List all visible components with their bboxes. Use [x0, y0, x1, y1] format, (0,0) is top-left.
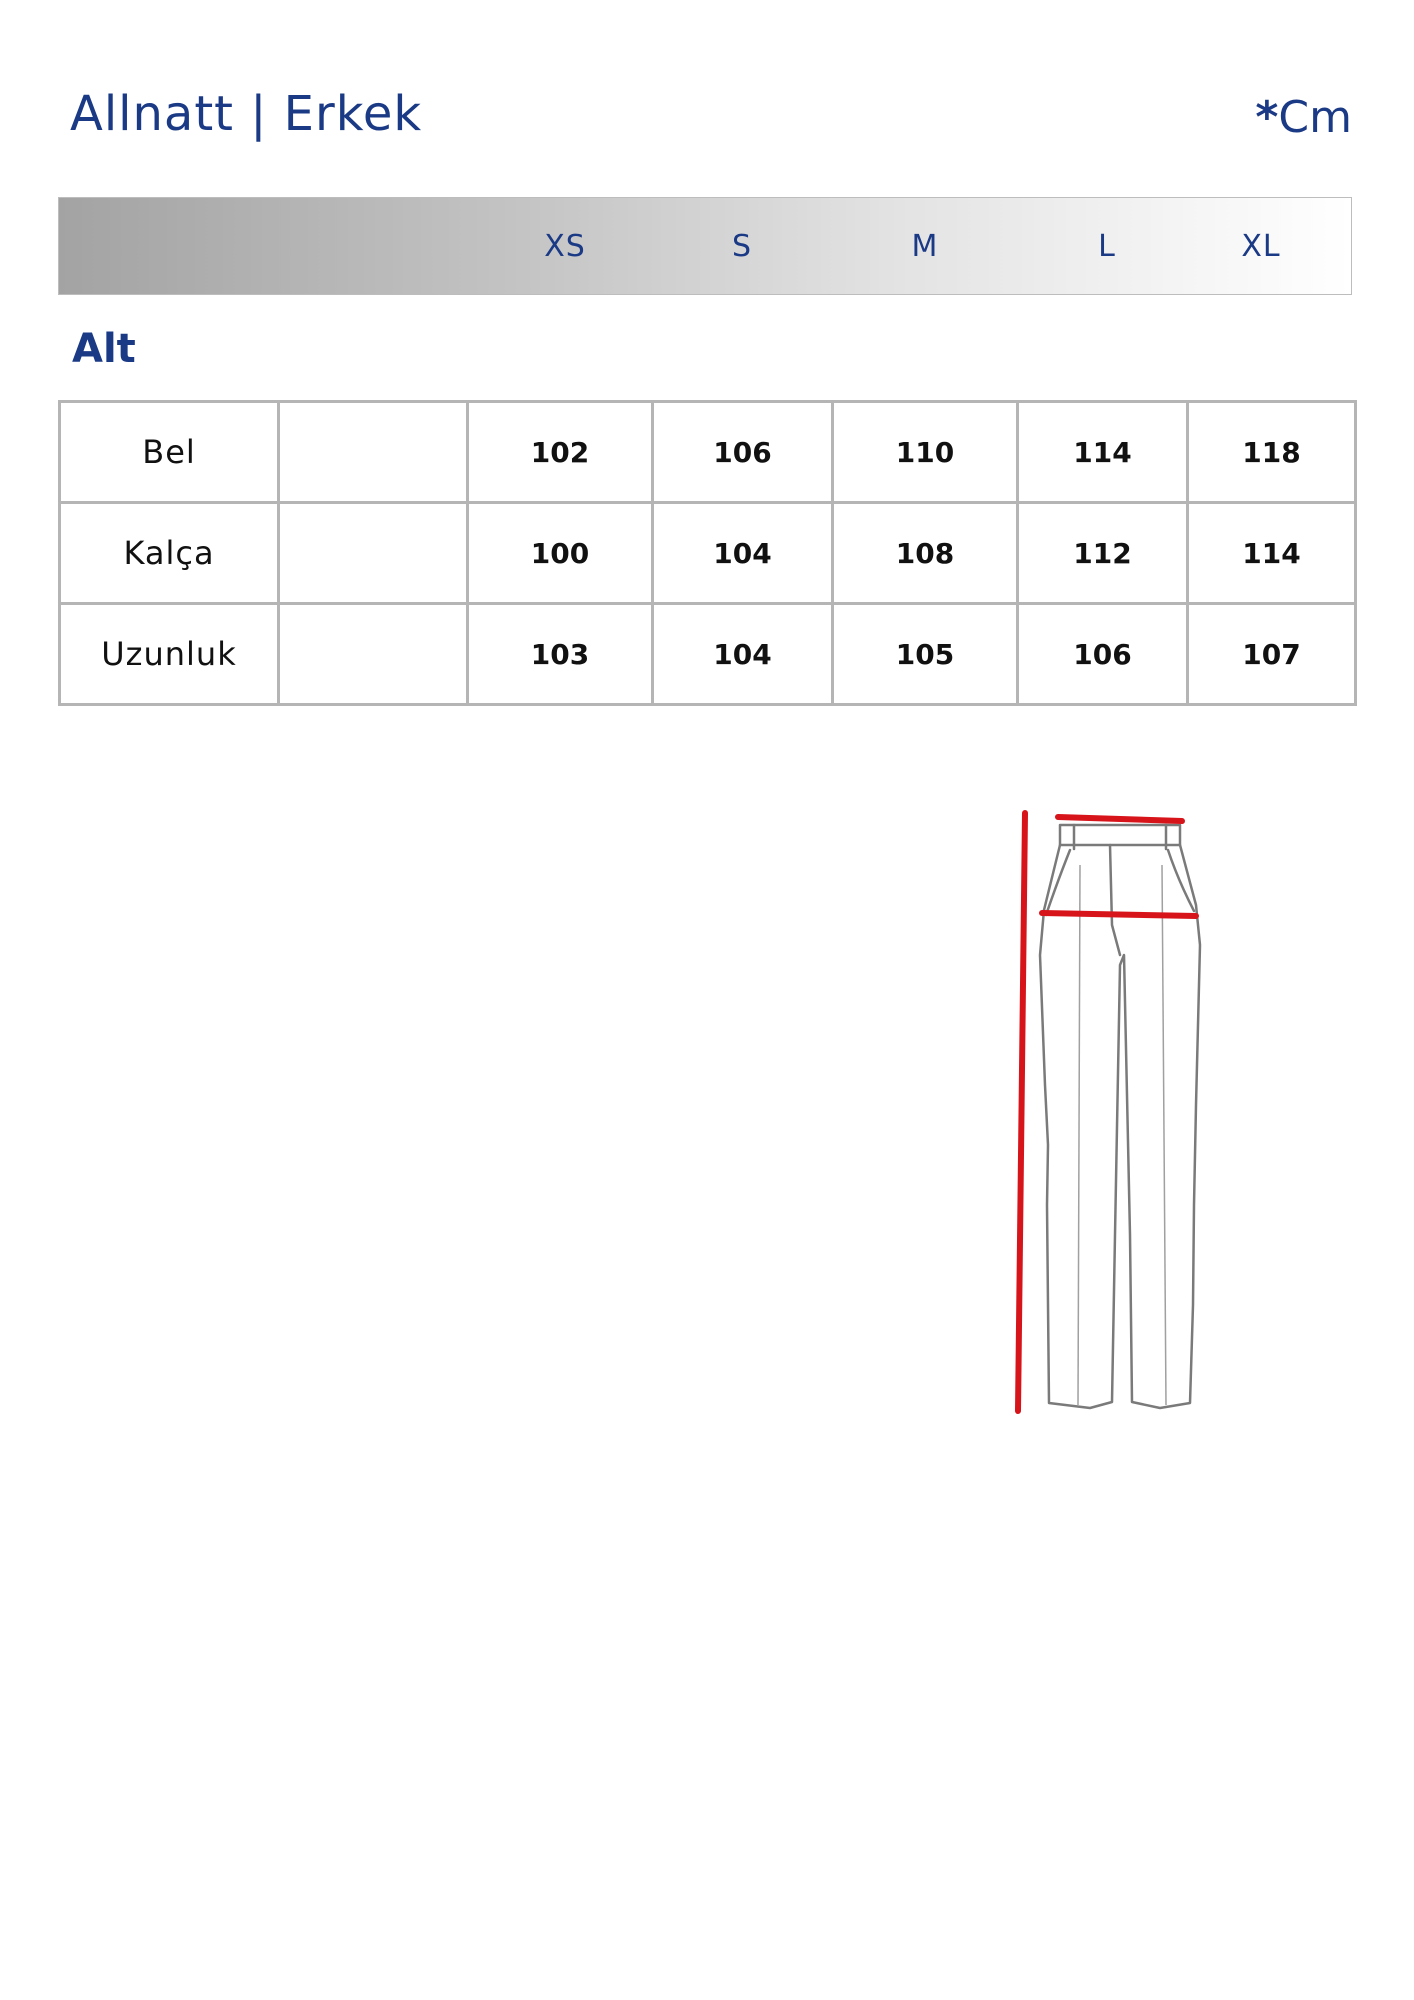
table-cell: 112	[1018, 503, 1188, 604]
table-cell: 114	[1188, 503, 1356, 604]
size-label-xs: XS	[544, 229, 586, 264]
size-table	[58, 400, 1357, 706]
table-cell: 108	[833, 503, 1018, 604]
row-label: Uzunluk	[60, 604, 279, 705]
table-cell: 107	[1188, 604, 1356, 705]
empty-cell	[279, 503, 468, 604]
table-cell: 110	[833, 402, 1018, 503]
table-cell: 103	[468, 604, 653, 705]
size-label-xl: XL	[1241, 229, 1281, 264]
trousers-measurement-icon	[1000, 805, 1230, 1415]
size-label-m: M	[911, 229, 939, 264]
unit-text: Cm	[1278, 92, 1352, 143]
table-cell: 106	[1018, 604, 1188, 705]
table-row	[60, 402, 1356, 503]
row-label: Bel	[60, 402, 279, 503]
table-row	[60, 604, 1356, 705]
table-cell: 106	[653, 402, 833, 503]
table-cell: 104	[653, 604, 833, 705]
unit-label	[1255, 88, 1352, 148]
page-title: Allnatt | Erkek	[70, 86, 423, 142]
empty-cell	[279, 604, 468, 705]
table-row	[60, 503, 1356, 604]
size-label-l: L	[1098, 229, 1116, 264]
table-cell: 105	[833, 604, 1018, 705]
unit-star: *	[1255, 92, 1279, 143]
table-cell: 100	[468, 503, 653, 604]
section-title: Alt	[72, 326, 136, 372]
table-cell: 102	[468, 402, 653, 503]
size-header-bar	[58, 197, 1352, 295]
size-label-s: S	[731, 229, 753, 264]
table-cell: 104	[653, 503, 833, 604]
table-cell: 118	[1188, 402, 1356, 503]
row-label: Kalça	[60, 503, 279, 604]
table-cell: 114	[1018, 402, 1188, 503]
empty-cell	[279, 402, 468, 503]
